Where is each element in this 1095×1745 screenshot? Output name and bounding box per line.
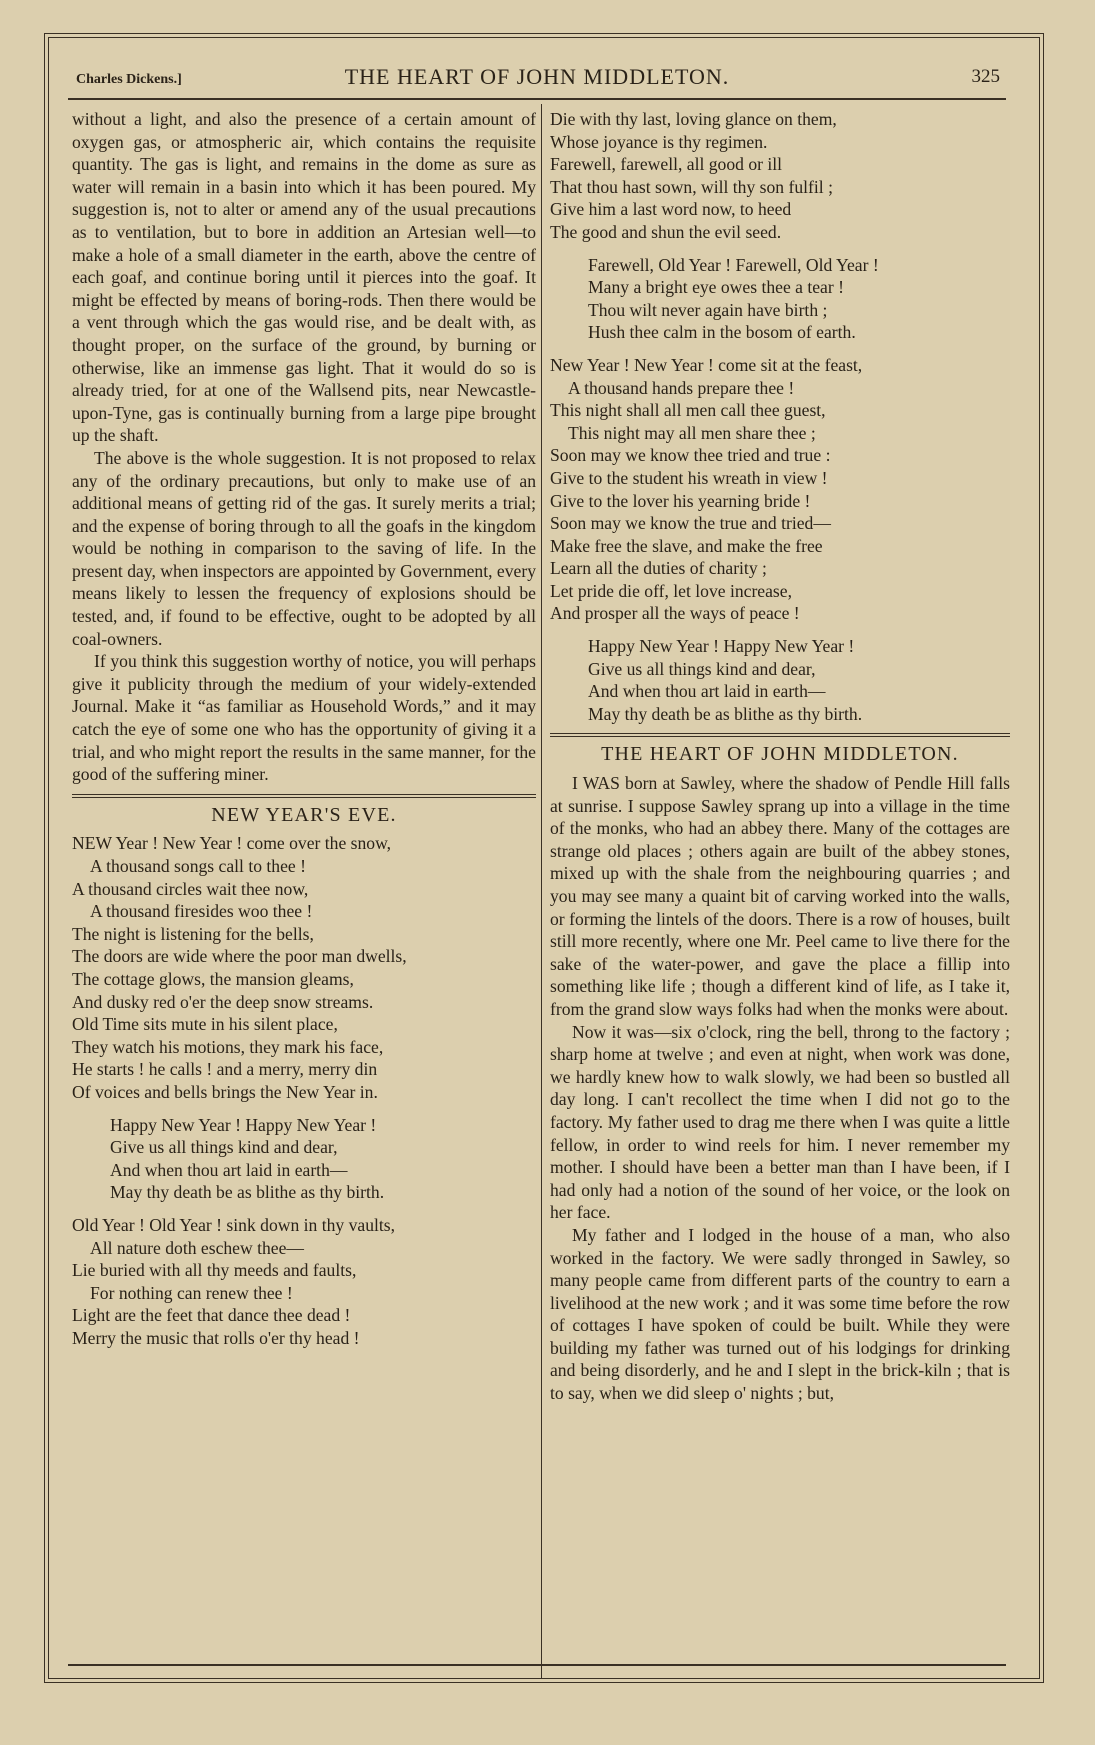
verse-line: Soon may we know the true and tried— — [550, 513, 831, 534]
verse-line: A thousand songs call to thee ! — [90, 856, 306, 876]
bottom-rule — [68, 1664, 1006, 1666]
verse-line: A thousand circles wait thee now, — [72, 878, 309, 899]
verse-line: The doors are wide where the poor man dwells, — [72, 946, 407, 967]
story-text — [550, 772, 1010, 1405]
verse-line: May thy death be as blithe as thy birth. — [110, 1182, 385, 1203]
verse-line: This night shall all men call thee guest, — [550, 400, 826, 421]
verse-line: A thousand hands prepare thee ! — [568, 377, 795, 398]
page-number: 325 — [971, 66, 1000, 87]
verse-line: For nothing can renew thee ! — [90, 1282, 293, 1303]
verse-line: And when thou art laid in earth— — [588, 681, 826, 702]
verse-line: Whose joyance is thy regimen. — [550, 131, 768, 152]
verse-line: May thy death be as blithe as thy birth. — [588, 703, 863, 724]
paragraph: without a light, and also the presence of a certain amount of oxygen gas, or atmospheric air, which contains the requisite quantity. The gas is light, and remains in the dome as sure as water will remain in a basin into which it has been poured. My suggestion is, not to alter or amend any of the usual precautions as to ventilation, but to bore in addition an Artesian well—to make a hole of a small diameter in the earth, above the centre of each goaf, and continue boring until it pierces into the goaf. It might be effected by means of boring-rods. Then there would be a vent through which the gas would rise, and be dealt with, as thought proper, on the surface of the ground, by burning or otherwise, like an immense gas light. That it would do so is already tried, for at one of the Wallsend pits, near Newcastle-upon-Tyne, gas is continually burning from a large pipe brought up the shaft. — [72, 109, 536, 446]
story-title: THE HEART OF JOHN MIDDLETON. — [601, 743, 959, 766]
verse-line: Hush thee calm in the bosom of earth. — [588, 322, 856, 343]
poem-refrain-2 — [550, 254, 1010, 344]
paragraph: If you think this suggestion worthy of notice, you will perhaps give it publicity through the medium of your widely-extended Journal. Make it “as familiar as Household Words,” and it may catch the eye of some one who has the opportunity of giving it a trial, and who might report the results in the same manner, for the good of the suffering miner. — [72, 651, 536, 785]
verse-line: Give us all things kind and dear, — [110, 1137, 338, 1158]
verse-line: Thou wilt never again have birth ; — [588, 299, 828, 320]
paragraph-text: born at Sawley, where the shadow of Pendle Hill falls at sunrise. I suppose Sawley sprang up into a village in the time of the monks, who had an abbey there. Many of the cottages are strange old places ; others again are built of the abbey stones, mixed up with the shale from the neighbouring quarries ; and you may see many a quaint bit of carving worked into the walls, or forming the lintels of the doors. There is a row of houses, built still more recently, where one Mr. Peel came to live there for the sake of the water-power, and gave the place a fillip into something like life ; though a different kind of life, as I take it, from the grand slow ways folks had when the monks were about. — [550, 773, 1010, 1019]
poem-stanza-2b — [550, 108, 1010, 244]
section-rule — [72, 794, 536, 798]
section-rule — [550, 733, 1010, 737]
verse-line: Make free the slave, and make the free — [550, 535, 823, 556]
verse-line: The good and shun the evil seed. — [550, 221, 782, 242]
paragraph: The above is the whole suggestion. It is not proposed to relax any of the ordinary precautions, but only to make use of an additional means of getting rid of the gas. It surely merits a trial; and the expense of boring through to all the goafs in the kingdom would be nothing in comparison to the saving of life. In the present day, when inspectors are appointed by Government, every means likely to lessen the frequency of explosions should be tested, and, if found to be effective, ought to be adopted by all coal-owners. — [72, 447, 536, 649]
verse-line: Die with thy last, loving glance on them, — [550, 109, 837, 129]
verse-line: Happy New Year ! Happy New Year ! — [110, 1114, 377, 1135]
verse-line: This night may all men share thee ; — [568, 422, 816, 443]
verse-line: Many a bright eye owes thee a tear ! — [588, 277, 844, 298]
verse-line: The cottage glows, the mansion gleams, — [72, 968, 354, 989]
verse-line: Give him a last word now, to heed — [550, 199, 792, 220]
verse-line: And when thou art laid in earth— — [110, 1159, 348, 1180]
poem-stanza-3 — [550, 354, 1010, 625]
left-column — [72, 108, 536, 1349]
right-column — [550, 108, 1010, 1405]
header-title: THE HEART OF JOHN MIDDLETON. — [344, 64, 730, 89]
letter-text — [72, 108, 536, 786]
opening-words: I WAS — [572, 773, 620, 794]
poem-stanza-2a — [72, 1214, 536, 1350]
column-divider — [541, 104, 542, 1679]
verse-line: Give to the student his wreath in view ! — [550, 467, 828, 488]
verse-line: That thou hast sown, will thy son fulfil ; — [550, 176, 833, 197]
verse-line: Lie buried with all thy meeds and faults, — [72, 1260, 357, 1281]
verse-line: Light are the feet that dance thee dead ! — [72, 1305, 351, 1326]
verse-line: The night is listening for the bells, — [72, 923, 314, 944]
verse-line: New Year ! New Year ! come sit at the feast, — [550, 354, 863, 375]
verse-line: And prosper all the ways of peace ! — [550, 603, 800, 624]
verse-line: Let pride die off, let love increase, — [550, 580, 792, 601]
verse-line: Of voices and bells brings the New Year in. — [72, 1081, 378, 1102]
paragraph: My father and I lodged in the house of a man, who also worked in the factory. We were sadly thronged in Sawley, so many people came from different parts of the country to earn a livelihood at the new work ; and it was some time before the row of cottages I have spoken of could be built. While they were building my father was turned out of his lodgings for drinking and being disorderly, and he and I slept in the brick-kiln ; that is to say, when we did sleep o' nights ; but, — [550, 1224, 1010, 1404]
poem-refrain-3 — [550, 635, 1010, 725]
verse-line: They watch his motions, they mark his face, — [72, 1036, 384, 1057]
verse-line: Old Year ! Old Year ! sink down in thy vaults, — [72, 1214, 396, 1235]
verse-line: And dusky red o'er the deep snow streams. — [72, 991, 374, 1012]
verse-line: Farewell, farewell, all good or ill — [550, 154, 783, 175]
running-header — [68, 62, 1006, 100]
paragraph: Now it was—six o'clock, ring the bell, throng to the factory ; sharp home at twelve ; and even at night, when work was done, we hardly knew how to walk slowly, we had been so bustled all day long. I can't recollect the time when I did not go to the factory. My father used to drag me there when I was quite a little fellow, in order to wind reels for him. I never remember my mother. I should have been a better man than I have been, if I had only had a notion of the sound of her voice, or the look on her face. — [550, 1021, 1010, 1223]
poem-title: NEW YEAR'S EVE. — [211, 803, 397, 826]
verse-line: NEW Year ! New Year ! come over the snow, — [72, 833, 392, 854]
verse-line: All nature doth eschew thee— — [90, 1237, 304, 1258]
verse-line: Give us all things kind and dear, — [588, 658, 816, 679]
verse-line: Soon may we know thee tried and true : — [550, 445, 831, 466]
verse-line: Farewell, Old Year ! Farewell, Old Year ! — [588, 254, 879, 275]
verse-line: Learn all the duties of charity ; — [550, 558, 767, 579]
verse-line: Merry the music that rolls o'er thy head ! — [72, 1327, 360, 1348]
verse-line: He starts ! he calls ! and a merry, merry din — [72, 1059, 378, 1080]
verse-line: Give to the lover his yearning bride ! — [550, 490, 811, 511]
poem-refrain-1 — [72, 1114, 536, 1204]
verse-line: Happy New Year ! Happy New Year ! — [588, 636, 855, 657]
header-author: Charles Dickens.] — [76, 72, 182, 87]
verse-line: A thousand firesides woo thee ! — [90, 901, 313, 922]
poem-stanza-1 — [72, 832, 536, 1103]
paragraph — [550, 772, 1010, 1021]
verse-line: Old Time sits mute in his silent place, — [72, 1014, 338, 1035]
